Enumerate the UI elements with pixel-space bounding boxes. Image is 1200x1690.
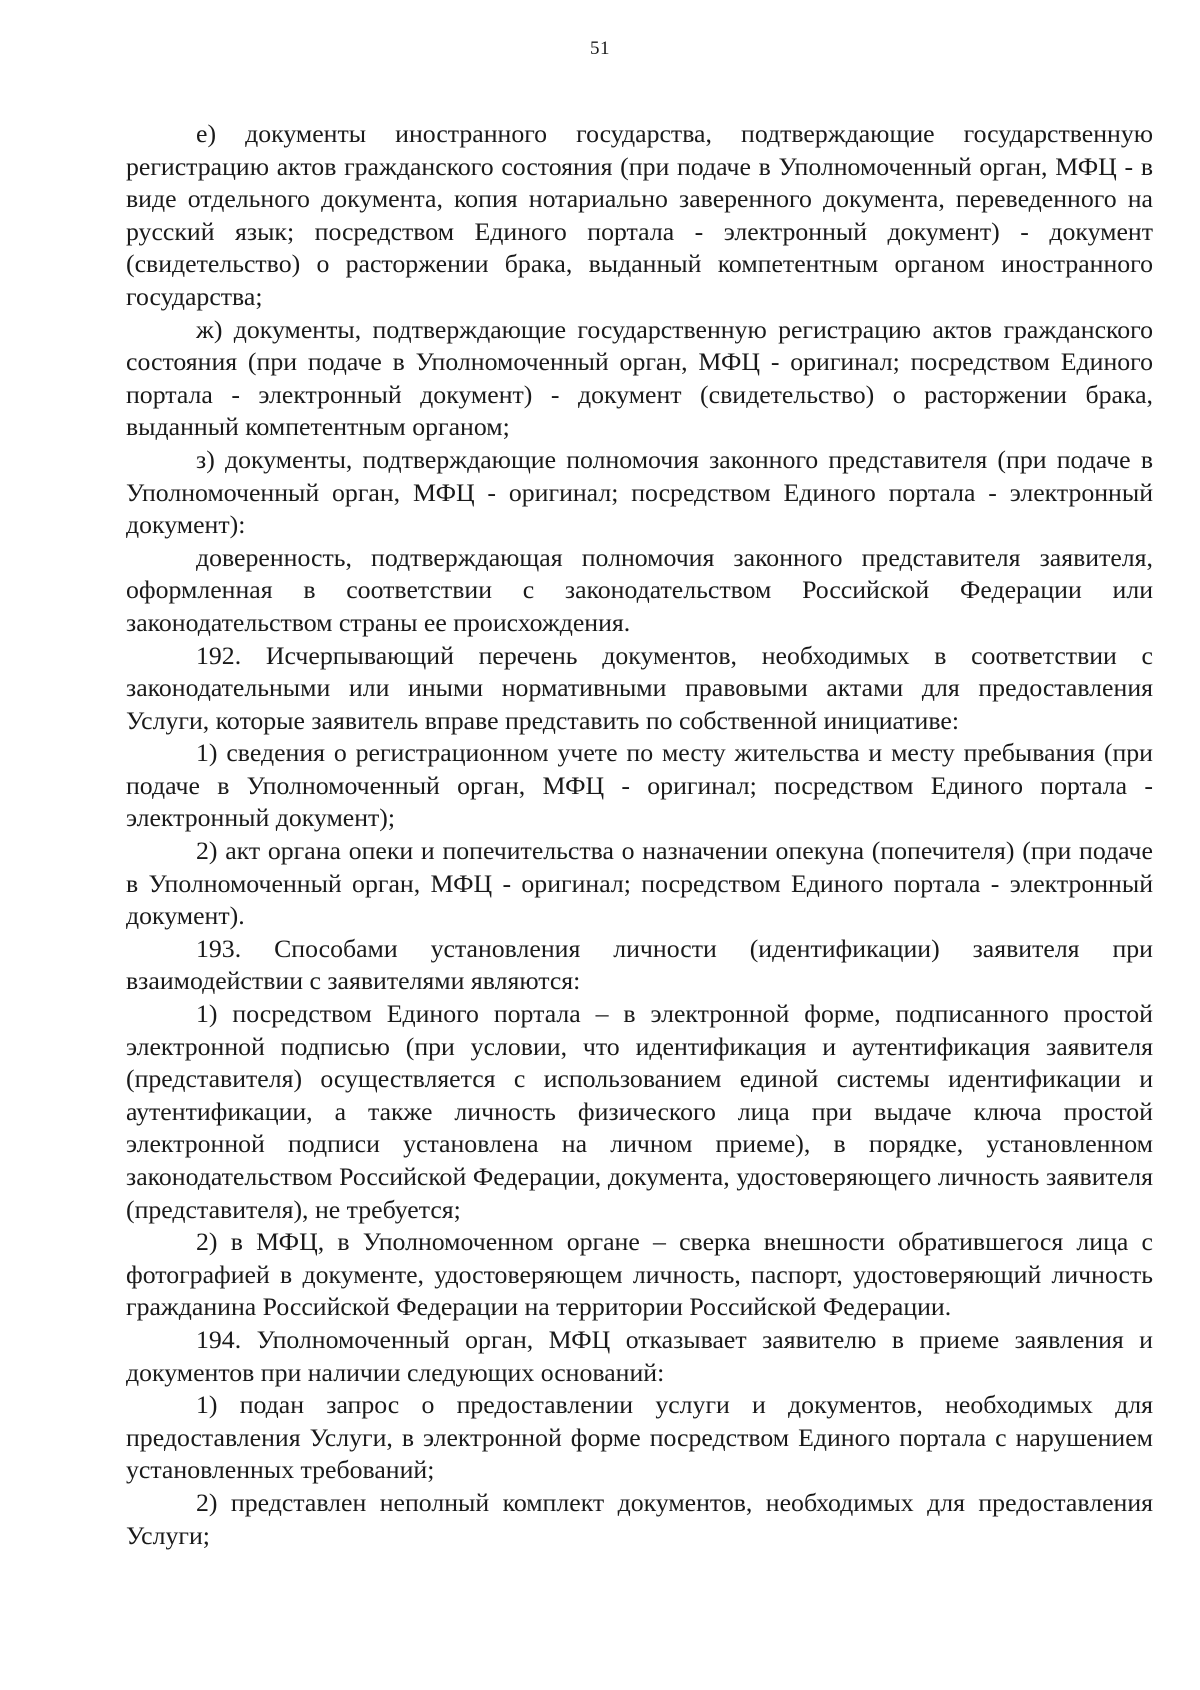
paragraph-e-foreign-documents: е) документы иностранного государства, подтверждающие государственную регистрацию актов гражданского состояния (при подаче в Уполномоченный орган, МФЦ - в виде отдельного документа, копия нотариально заверенного документа, переведенного на русский язык; посредством Единого портала - электронный документ) - документ (свидетельство) о расторжении брака, выданный компетентным органом иностранного государства; <box>126 119 1153 311</box>
paragraph-power-of-attorney: доверенность, подтверждающая полномочия законного представителя заявителя, оформленная в соответствии с законодательством Российской Федерации или законодательством страны ее происхождения. <box>126 542 1153 637</box>
paragraph-194: 194. Уполномоченный орган, МФЦ отказывает заявителю в приеме заявления и документов при наличии следующих оснований: <box>126 1324 1153 1387</box>
paragraph-192-item-2: 2) акт органа опеки и попечительства о назначении опекуна (попечителя) (при подаче в Уполномоченный орган, МФЦ - оригинал; посредством Единого портала - электронный документ). <box>126 836 1153 931</box>
paragraph-194-item-2: 2) представлен неполный комплект документов, необходимых для предоставления Услуги; <box>126 1487 1153 1550</box>
paragraph-194-item-1: 1) подан запрос о предоставлении услуги и документов, необходимых для предоставления Услуги, в электронной форме посредством Единого портала с нарушением установленных требований; <box>126 1390 1153 1485</box>
paragraph-193: 193. Способами установления личности (идентификации) заявителя при взаимодействии с заявителями являются: <box>126 933 1153 996</box>
paragraph-193-item-2: 2) в МФЦ, в Уполномоченном органе – сверка внешности обратившегося лица с фотографией в документе, удостоверяющем личность, паспорт, удостоверяющий личность гражданина Российской Федерации на территории Российской Федерации. <box>126 1227 1153 1322</box>
paragraph-zh-registration-documents: ж) документы, подтверждающие государственную регистрацию актов гражданского состояния (при подаче в Уполномоченный орган, МФЦ - оригинал; посредством Единого портала - электронный документ) - документ (свидетельство) о расторжении брака, выданный компетентным органом; <box>126 314 1153 442</box>
paragraph-z-representative-documents: з) документы, подтверждающие полномочия законного представителя (при подаче в Уполномоченный орган, МФЦ - оригинал; посредством Единого портала - электронный документ): <box>126 444 1153 540</box>
document-body <box>126 118 1153 1552</box>
paragraph-192: 192. Исчерпывающий перечень документов, необходимых в соответствии с законодательными или иными нормативными правовыми актами для предоставления Услуги, которые заявитель вправе представить по собственной инициативе: <box>126 640 1153 735</box>
page-number: 51 <box>590 38 610 59</box>
paragraph-192-item-1: 1) сведения о регистрационном учете по месту жительства и месту пребывания (при подаче в Уполномоченный орган, МФЦ - оригинал; посредством Единого портала - электронный документ); <box>126 738 1153 833</box>
paragraph-193-item-1: 1) посредством Единого портала – в электронной форме, подписанного простой электронной подписью (при условии, что идентификация и аутентификация заявителя (представителя) осуществляется с использованием единой системы идентификации и аутентификации, а также личность физического лица при выдаче ключа простой электронной подписи установлена на личном приеме), в порядке, установленном законодательством Российской Федерации, документа, удостоверяющего личность заявителя (представителя), не требуется; <box>126 999 1153 1224</box>
